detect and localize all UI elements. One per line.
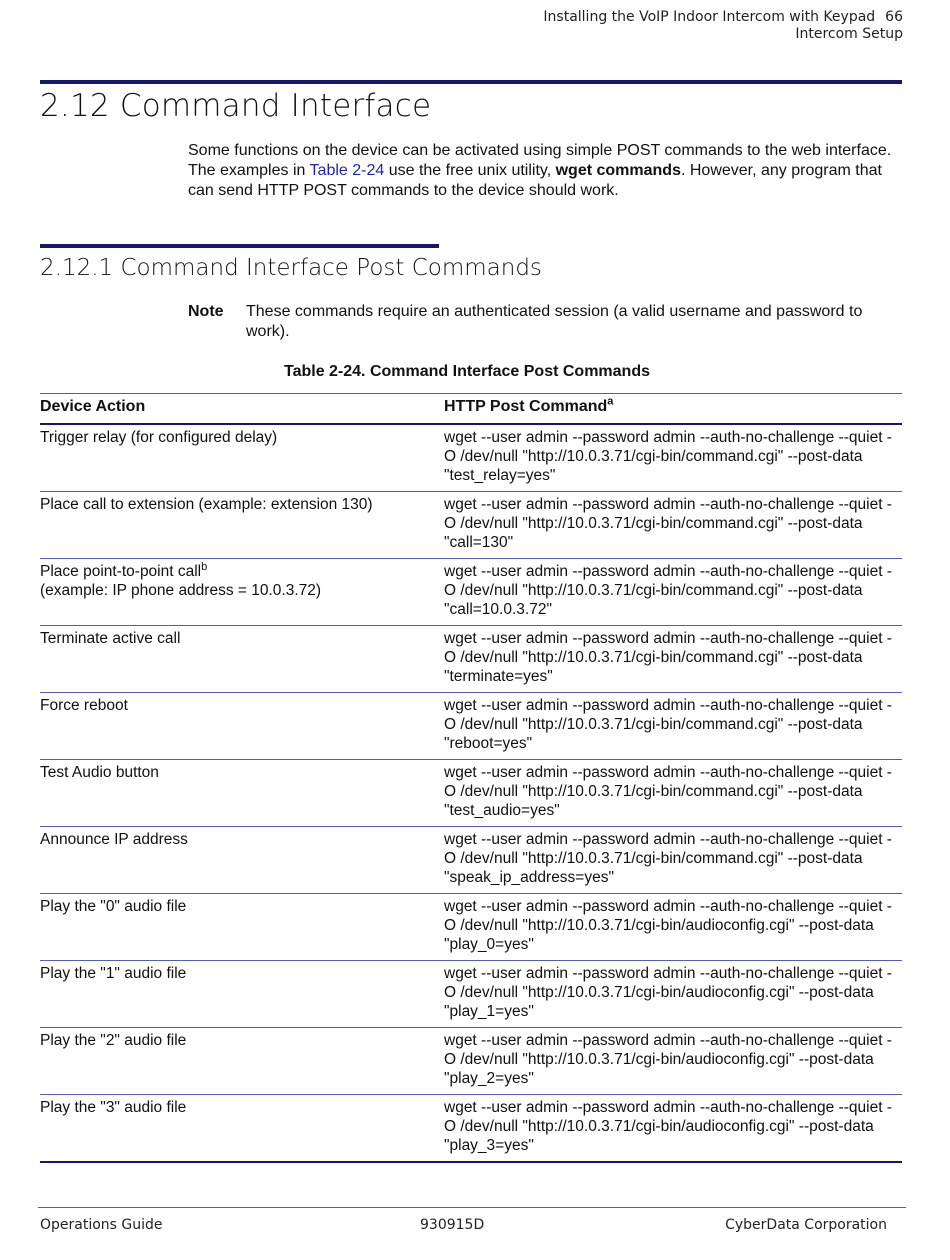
table-row <box>40 559 902 626</box>
table-reference-link[interactable]: Table 2-24 <box>309 162 385 179</box>
device-action-cell <box>40 961 444 1028</box>
http-post-command-cell: wget --user admin --password admin --auth-no-challenge --quiet -O /dev/null "http://10.0.3.71/cgi-bin/command.cgi" --post-data "test_audio=yes" <box>444 760 902 827</box>
device-action-text: Test Audio button <box>40 764 159 781</box>
table-row <box>40 760 902 827</box>
device-action-text: Announce IP address <box>40 831 188 848</box>
http-post-command-cell: wget --user admin --password admin --auth-no-challenge --quiet -O /dev/null "http://10.0.3.71/cgi-bin/command.cgi" --post-data "reboot=yes" <box>444 693 902 760</box>
device-action-cell <box>40 492 444 559</box>
table-row <box>40 424 902 492</box>
intro-text-3: . However, any program that can send HTTP POST commands to the device should work. <box>188 162 882 199</box>
device-action-text: Terminate active call <box>40 630 181 647</box>
subsection-heading: 2.12.1 Command Interface Post Commands <box>40 255 542 281</box>
device-action-cell <box>40 827 444 894</box>
device-action-cell <box>40 424 444 492</box>
header-section-title: Intercom Setup <box>795 26 903 42</box>
http-post-command-cell: wget --user admin --password admin --auth-no-challenge --quiet -O /dev/null "http://10.0.3.71/cgi-bin/audioconfig.cgi" --post-data "play_2=yes" <box>444 1028 902 1095</box>
header-chapter-title: Installing the VoIP Indoor Intercom with Keypad <box>543 9 876 25</box>
table-row <box>40 492 902 559</box>
table-row <box>40 827 902 894</box>
intro-text-1: Some functions on the device can be activated using simple POST commands to the web interface. The examples in <box>188 142 892 179</box>
device-action-text: Place call to extension (example: extension 130) <box>40 496 373 513</box>
intro-bold-term: wget commands <box>555 162 681 179</box>
device-action-text: Play the "0" audio file <box>40 898 187 915</box>
device-action-text: Place point-to-point call <box>40 563 202 580</box>
note-text: These commands require an authenticated session (a valid username and password to work). <box>246 303 863 340</box>
table-row <box>40 1095 902 1163</box>
table-row <box>40 1028 902 1095</box>
table-row <box>40 626 902 693</box>
device-action-cell <box>40 559 444 626</box>
header-line-1 <box>543 9 903 26</box>
header-device-action <box>40 394 444 425</box>
page-header <box>543 9 903 43</box>
device-action-cell <box>40 693 444 760</box>
intro-paragraph <box>188 141 908 201</box>
http-post-command-cell: wget --user admin --password admin --auth-no-challenge --quiet -O /dev/null "http://10.0.3.71/cgi-bin/audioconfig.cgi" --post-data "play_1=yes" <box>444 961 902 1028</box>
http-post-command-cell: wget --user admin --password admin --auth-no-challenge --quiet -O /dev/null "http://10.0.3.71/cgi-bin/command.cgi" --post-data "speak_ip_address=yes" <box>444 827 902 894</box>
footnote-marker-a: a <box>607 395 614 408</box>
device-action-cell <box>40 760 444 827</box>
http-post-command-cell: wget --user admin --password admin --auth-no-challenge --quiet -O /dev/null "http://10.0.3.71/cgi-bin/audioconfig.cgi" --post-data "play_0=yes" <box>444 894 902 961</box>
header-device-action-label: Device Action <box>40 398 146 415</box>
table-row <box>40 961 902 1028</box>
http-post-command-cell: wget --user admin --password admin --auth-no-challenge --quiet -O /dev/null "http://10.0.3.71/cgi-bin/audioconfig.cgi" --post-data "play_3=yes" <box>444 1095 902 1163</box>
section-heading: 2.12 Command Interface <box>40 88 432 124</box>
device-action-text: Play the "3" audio file <box>40 1099 187 1116</box>
table-row <box>40 894 902 961</box>
device-action-cell <box>40 1028 444 1095</box>
table-row <box>40 693 902 760</box>
intro-text-2: use the free unix utility, <box>384 162 556 179</box>
subsection-rule <box>40 244 439 248</box>
header-http-post-command <box>444 394 902 425</box>
device-action-text: Force reboot <box>40 697 128 714</box>
http-post-command-cell: wget --user admin --password admin --auth-no-challenge --quiet -O /dev/null "http://10.0.3.71/cgi-bin/command.cgi" --post-data "test_relay=yes" <box>444 424 902 492</box>
note-label: Note <box>188 303 224 320</box>
footer-rule <box>38 1207 906 1208</box>
commands-table <box>40 393 902 1163</box>
device-action-detail: (example: IP phone address = 10.0.3.72) <box>40 582 322 599</box>
footer-doc-number: 930915D <box>420 1217 485 1233</box>
device-action-text: Play the "2" audio file <box>40 1032 187 1049</box>
device-action-cell <box>40 626 444 693</box>
http-post-command-cell: wget --user admin --password admin --auth-no-challenge --quiet -O /dev/null "http://10.0.3.71/cgi-bin/command.cgi" --post-data "call=130" <box>444 492 902 559</box>
http-post-command-cell: wget --user admin --password admin --auth-no-challenge --quiet -O /dev/null "http://10.0.3.71/cgi-bin/command.cgi" --post-data "call=10.0.3.72" <box>444 559 902 626</box>
http-post-command-cell: wget --user admin --password admin --auth-no-challenge --quiet -O /dev/null "http://10.0.3.71/cgi-bin/command.cgi" --post-data "terminate=yes" <box>444 626 902 693</box>
device-action-text: Trigger relay (for configured delay) <box>40 429 278 446</box>
footer-guide-name: Operations Guide <box>40 1217 163 1233</box>
device-action-text: Play the "1" audio file <box>40 965 187 982</box>
page-number: 66 <box>885 9 903 25</box>
footnote-marker-b: b <box>201 560 208 573</box>
device-action-cell <box>40 1095 444 1163</box>
table-header-row <box>40 394 902 425</box>
device-action-cell <box>40 894 444 961</box>
footer-company: CyberData Corporation <box>725 1217 887 1233</box>
table-caption: Table 2-24. Command Interface Post Commands <box>283 363 650 380</box>
header-http-post-label: HTTP Post Command <box>444 398 608 415</box>
